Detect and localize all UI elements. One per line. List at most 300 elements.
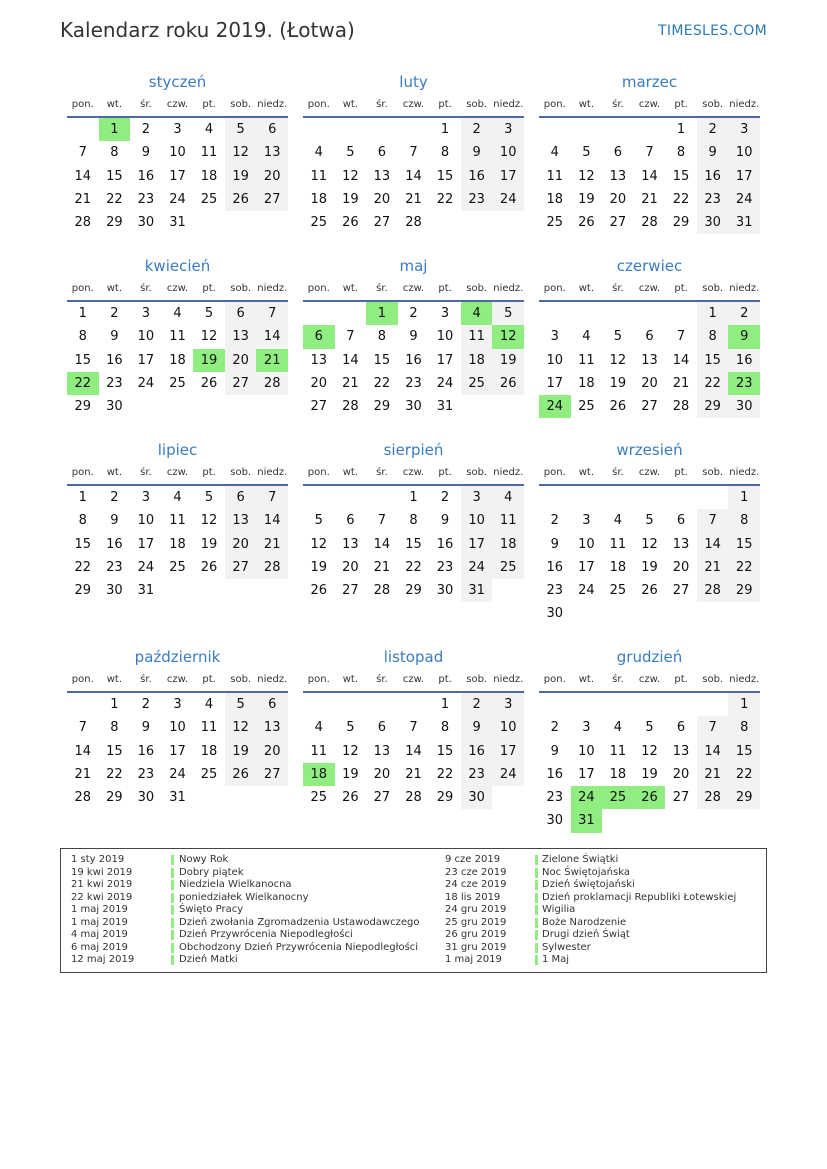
- day-cell[interactable]: 26: [200, 559, 218, 575]
- day-cell[interactable]: 17: [492, 165, 524, 188]
- day-cell[interactable]: 12: [225, 141, 257, 164]
- day-cell[interactable]: 13: [342, 536, 359, 552]
- day-cell[interactable]: 5: [346, 145, 355, 161]
- day-cell[interactable]: 6: [676, 513, 686, 529]
- day-cell[interactable]: 27: [256, 763, 288, 786]
- day-cell[interactable]: 10: [546, 352, 564, 368]
- day-cell[interactable]: 6: [225, 486, 257, 509]
- holiday-day-cell[interactable]: 18: [303, 763, 335, 786]
- day-cell[interactable]: 28: [256, 556, 288, 579]
- day-cell[interactable]: 11: [492, 509, 524, 532]
- holiday-day-cell[interactable]: 24: [539, 395, 571, 418]
- day-cell[interactable]: 3: [582, 513, 591, 529]
- holiday-day-cell[interactable]: 1: [366, 302, 398, 325]
- day-cell[interactable]: 9: [409, 329, 418, 345]
- day-cell[interactable]: 16: [137, 168, 155, 184]
- day-cell[interactable]: 24: [169, 191, 186, 207]
- day-cell[interactable]: 12: [342, 168, 359, 184]
- holiday-day-cell[interactable]: 6: [303, 325, 335, 348]
- day-cell[interactable]: 19: [200, 536, 218, 552]
- day-cell[interactable]: 13: [256, 716, 288, 739]
- day-cell[interactable]: 7: [409, 145, 418, 161]
- day-cell[interactable]: 17: [546, 375, 564, 391]
- day-cell[interactable]: 4: [204, 697, 214, 712]
- day-cell[interactable]: 12: [225, 716, 257, 739]
- day-cell[interactable]: 8: [728, 716, 760, 739]
- day-cell[interactable]: 29: [672, 215, 690, 231]
- day-cell[interactable]: 25: [200, 766, 218, 782]
- day-cell[interactable]: 5: [645, 720, 654, 736]
- day-cell[interactable]: 22: [373, 375, 391, 391]
- day-cell[interactable]: 27: [225, 556, 257, 579]
- day-cell[interactable]: 13: [672, 743, 690, 759]
- day-cell[interactable]: 8: [676, 145, 686, 161]
- day-cell[interactable]: 10: [492, 716, 524, 739]
- day-cell[interactable]: 2: [550, 720, 559, 736]
- day-cell[interactable]: 25: [169, 375, 186, 391]
- day-cell[interactable]: 16: [546, 559, 564, 575]
- day-cell[interactable]: 1: [676, 122, 686, 137]
- day-cell[interactable]: 10: [169, 720, 186, 736]
- day-cell[interactable]: 22: [672, 191, 690, 207]
- day-cell[interactable]: 14: [342, 352, 359, 368]
- day-cell[interactable]: 7: [697, 509, 729, 532]
- day-cell[interactable]: 4: [204, 122, 214, 137]
- day-cell[interactable]: 25: [609, 583, 627, 599]
- day-cell[interactable]: 1: [440, 697, 450, 712]
- day-cell[interactable]: 28: [373, 583, 391, 599]
- day-cell[interactable]: 30: [106, 583, 123, 599]
- day-cell[interactable]: 11: [200, 145, 218, 161]
- day-cell[interactable]: 8: [78, 329, 87, 345]
- day-cell[interactable]: 5: [492, 302, 524, 325]
- day-cell[interactable]: 9: [461, 716, 493, 739]
- day-cell[interactable]: 2: [461, 118, 493, 141]
- day-cell[interactable]: 24: [492, 188, 524, 211]
- day-cell[interactable]: 20: [342, 559, 359, 575]
- day-cell[interactable]: 5: [204, 490, 214, 505]
- holiday-day-cell[interactable]: 23: [728, 372, 760, 395]
- holiday-day-cell[interactable]: 25: [602, 786, 634, 809]
- day-cell[interactable]: 27: [609, 215, 627, 231]
- day-cell[interactable]: 25: [200, 191, 218, 207]
- day-cell[interactable]: 22: [697, 372, 729, 395]
- day-cell[interactable]: 29: [436, 790, 454, 806]
- day-cell[interactable]: 23: [106, 375, 123, 391]
- day-cell[interactable]: 3: [461, 486, 493, 509]
- day-cell[interactable]: 21: [74, 191, 92, 207]
- day-cell[interactable]: 2: [141, 122, 151, 137]
- day-cell[interactable]: 22: [728, 556, 760, 579]
- day-cell[interactable]: 20: [641, 375, 658, 391]
- day-cell[interactable]: 16: [405, 352, 422, 368]
- day-cell[interactable]: 5: [225, 118, 257, 141]
- day-cell[interactable]: 16: [461, 165, 493, 188]
- day-cell[interactable]: 6: [346, 513, 355, 529]
- day-cell[interactable]: 28: [405, 215, 422, 231]
- day-cell[interactable]: 21: [256, 533, 288, 556]
- day-cell[interactable]: 23: [405, 375, 422, 391]
- day-cell[interactable]: 28: [641, 215, 658, 231]
- day-cell[interactable]: 7: [377, 513, 387, 529]
- day-cell[interactable]: 2: [550, 513, 559, 529]
- day-cell[interactable]: 15: [436, 743, 454, 759]
- day-cell[interactable]: 14: [373, 536, 391, 552]
- day-cell[interactable]: 12: [342, 743, 359, 759]
- day-cell[interactable]: 26: [492, 372, 524, 395]
- day-cell[interactable]: 14: [256, 325, 288, 348]
- day-cell[interactable]: 15: [373, 352, 391, 368]
- day-cell[interactable]: 12: [310, 536, 328, 552]
- day-cell[interactable]: 11: [200, 720, 218, 736]
- day-cell[interactable]: 11: [578, 352, 595, 368]
- day-cell[interactable]: 8: [377, 329, 387, 345]
- day-cell[interactable]: 31: [137, 583, 155, 599]
- day-cell[interactable]: 15: [106, 168, 123, 184]
- day-cell[interactable]: 9: [550, 536, 559, 552]
- day-cell[interactable]: 15: [405, 536, 422, 552]
- day-cell[interactable]: 7: [676, 329, 686, 345]
- day-cell[interactable]: 17: [436, 352, 454, 368]
- day-cell[interactable]: 3: [141, 306, 151, 321]
- day-cell[interactable]: 21: [373, 559, 391, 575]
- brand-link[interactable]: TIMESLES.COM: [658, 23, 767, 39]
- day-cell[interactable]: 19: [641, 559, 658, 575]
- day-cell[interactable]: 18: [609, 766, 627, 782]
- holiday-day-cell[interactable]: 12: [492, 325, 524, 348]
- day-cell[interactable]: 20: [256, 740, 288, 763]
- day-cell[interactable]: 2: [440, 490, 450, 505]
- day-cell[interactable]: 30: [137, 215, 155, 231]
- day-cell[interactable]: 21: [697, 556, 729, 579]
- day-cell[interactable]: 6: [676, 720, 686, 736]
- holiday-day-cell[interactable]: 19: [193, 349, 225, 372]
- day-cell[interactable]: 8: [78, 513, 87, 529]
- day-cell[interactable]: 17: [578, 766, 595, 782]
- day-cell[interactable]: 29: [697, 395, 729, 418]
- day-cell[interactable]: 21: [405, 766, 422, 782]
- day-cell[interactable]: 18: [200, 743, 218, 759]
- day-cell[interactable]: 19: [225, 740, 257, 763]
- day-cell[interactable]: 23: [461, 763, 493, 786]
- day-cell[interactable]: 5: [204, 306, 214, 321]
- day-cell[interactable]: 4: [613, 720, 623, 736]
- day-cell[interactable]: 8: [728, 509, 760, 532]
- day-cell[interactable]: 25: [578, 399, 595, 415]
- day-cell[interactable]: 23: [436, 559, 454, 575]
- day-cell[interactable]: 13: [310, 352, 328, 368]
- day-cell[interactable]: 29: [74, 583, 92, 599]
- day-cell[interactable]: 10: [728, 141, 760, 164]
- day-cell[interactable]: 9: [110, 329, 119, 345]
- day-cell[interactable]: 15: [106, 743, 123, 759]
- day-cell[interactable]: 1: [409, 490, 418, 505]
- day-cell[interactable]: 24: [137, 559, 155, 575]
- day-cell[interactable]: 13: [225, 325, 257, 348]
- day-cell[interactable]: 16: [728, 349, 760, 372]
- holiday-day-cell[interactable]: 22: [67, 372, 99, 395]
- day-cell[interactable]: 14: [74, 743, 92, 759]
- day-cell[interactable]: 4: [173, 306, 182, 321]
- day-cell[interactable]: 13: [256, 141, 288, 164]
- day-cell[interactable]: 10: [436, 329, 454, 345]
- day-cell[interactable]: 9: [110, 513, 119, 529]
- day-cell[interactable]: 25: [310, 790, 328, 806]
- day-cell[interactable]: 19: [641, 766, 658, 782]
- day-cell[interactable]: 15: [436, 168, 454, 184]
- day-cell[interactable]: 30: [546, 813, 564, 829]
- holiday-day-cell[interactable]: 4: [461, 302, 493, 325]
- day-cell[interactable]: 12: [578, 168, 595, 184]
- day-cell[interactable]: 28: [697, 579, 729, 602]
- day-cell[interactable]: 17: [169, 743, 186, 759]
- day-cell[interactable]: 21: [672, 375, 690, 391]
- day-cell[interactable]: 27: [672, 583, 690, 599]
- day-cell[interactable]: 14: [641, 168, 658, 184]
- day-cell[interactable]: 26: [310, 583, 328, 599]
- day-cell[interactable]: 26: [641, 583, 658, 599]
- day-cell[interactable]: 10: [137, 513, 155, 529]
- day-cell[interactable]: 26: [609, 399, 627, 415]
- day-cell[interactable]: 16: [106, 352, 123, 368]
- day-cell[interactable]: 31: [169, 215, 186, 231]
- day-cell[interactable]: 14: [672, 352, 690, 368]
- day-cell[interactable]: 23: [546, 583, 564, 599]
- day-cell[interactable]: 19: [492, 349, 524, 372]
- day-cell[interactable]: 4: [582, 329, 591, 345]
- day-cell[interactable]: 11: [546, 168, 564, 184]
- day-cell[interactable]: 2: [728, 302, 760, 325]
- day-cell[interactable]: 5: [314, 513, 323, 529]
- day-cell[interactable]: 27: [310, 399, 328, 415]
- day-cell[interactable]: 30: [436, 583, 454, 599]
- day-cell[interactable]: 25: [492, 556, 524, 579]
- day-cell[interactable]: 12: [609, 352, 627, 368]
- day-cell[interactable]: 28: [256, 372, 288, 395]
- day-cell[interactable]: 17: [137, 352, 155, 368]
- day-cell[interactable]: 16: [461, 740, 493, 763]
- day-cell[interactable]: 10: [461, 509, 493, 532]
- day-cell[interactable]: 22: [74, 559, 92, 575]
- day-cell[interactable]: 19: [342, 191, 359, 207]
- day-cell[interactable]: 6: [377, 145, 387, 161]
- day-cell[interactable]: 22: [436, 191, 454, 207]
- day-cell[interactable]: 23: [137, 766, 155, 782]
- day-cell[interactable]: 30: [697, 211, 729, 234]
- day-cell[interactable]: 7: [256, 486, 288, 509]
- day-cell[interactable]: 17: [137, 536, 155, 552]
- day-cell[interactable]: 3: [728, 118, 760, 141]
- day-cell[interactable]: 3: [582, 720, 591, 736]
- day-cell[interactable]: 18: [169, 352, 186, 368]
- day-cell[interactable]: 30: [728, 395, 760, 418]
- day-cell[interactable]: 23: [546, 790, 564, 806]
- day-cell[interactable]: 8: [440, 720, 450, 736]
- day-cell[interactable]: 26: [342, 790, 359, 806]
- day-cell[interactable]: 29: [373, 399, 391, 415]
- day-cell[interactable]: 1: [440, 122, 450, 137]
- day-cell[interactable]: 3: [141, 490, 151, 505]
- day-cell[interactable]: 19: [310, 559, 328, 575]
- day-cell[interactable]: 6: [645, 329, 654, 345]
- day-cell[interactable]: 3: [173, 697, 182, 712]
- day-cell[interactable]: 29: [728, 786, 760, 809]
- day-cell[interactable]: 6: [256, 693, 288, 716]
- day-cell[interactable]: 6: [225, 302, 257, 325]
- day-cell[interactable]: 22: [106, 191, 123, 207]
- day-cell[interactable]: 15: [672, 168, 690, 184]
- day-cell[interactable]: 5: [645, 513, 654, 529]
- day-cell[interactable]: 20: [225, 533, 257, 556]
- holiday-day-cell[interactable]: 1: [99, 118, 131, 141]
- day-cell[interactable]: 23: [137, 191, 155, 207]
- day-cell[interactable]: 18: [546, 191, 564, 207]
- day-cell[interactable]: 1: [78, 490, 87, 505]
- day-cell[interactable]: 17: [461, 533, 493, 556]
- day-cell[interactable]: 19: [342, 766, 359, 782]
- day-cell[interactable]: 27: [225, 372, 257, 395]
- day-cell[interactable]: 11: [461, 325, 493, 348]
- day-cell[interactable]: 24: [728, 188, 760, 211]
- day-cell[interactable]: 4: [550, 145, 559, 161]
- day-cell[interactable]: 25: [546, 215, 564, 231]
- day-cell[interactable]: 2: [697, 118, 729, 141]
- day-cell[interactable]: 25: [310, 215, 328, 231]
- day-cell[interactable]: 13: [641, 352, 658, 368]
- day-cell[interactable]: 11: [609, 743, 627, 759]
- day-cell[interactable]: 23: [461, 188, 493, 211]
- day-cell[interactable]: 27: [256, 188, 288, 211]
- day-cell[interactable]: 8: [440, 145, 450, 161]
- day-cell[interactable]: 14: [405, 743, 422, 759]
- day-cell[interactable]: 20: [373, 191, 391, 207]
- day-cell[interactable]: 10: [492, 141, 524, 164]
- day-cell[interactable]: 25: [169, 559, 186, 575]
- day-cell[interactable]: 21: [74, 766, 92, 782]
- day-cell[interactable]: 13: [373, 743, 391, 759]
- day-cell[interactable]: 24: [169, 766, 186, 782]
- day-cell[interactable]: 28: [74, 790, 92, 806]
- day-cell[interactable]: 3: [440, 306, 450, 321]
- day-cell[interactable]: 9: [697, 141, 729, 164]
- day-cell[interactable]: 29: [106, 790, 123, 806]
- day-cell[interactable]: 16: [137, 743, 155, 759]
- day-cell[interactable]: 16: [106, 536, 123, 552]
- day-cell[interactable]: 21: [697, 763, 729, 786]
- day-cell[interactable]: 18: [200, 168, 218, 184]
- day-cell[interactable]: 11: [609, 536, 627, 552]
- day-cell[interactable]: 31: [461, 579, 493, 602]
- day-cell[interactable]: 20: [225, 349, 257, 372]
- day-cell[interactable]: 14: [74, 168, 92, 184]
- day-cell[interactable]: 5: [346, 720, 355, 736]
- day-cell[interactable]: 24: [492, 763, 524, 786]
- day-cell[interactable]: 15: [74, 352, 92, 368]
- day-cell[interactable]: 27: [373, 790, 391, 806]
- holiday-day-cell[interactable]: 9: [728, 325, 760, 348]
- day-cell[interactable]: 9: [141, 720, 151, 736]
- day-cell[interactable]: 1: [78, 306, 87, 321]
- day-cell[interactable]: 2: [461, 693, 493, 716]
- day-cell[interactable]: 11: [169, 513, 186, 529]
- day-cell[interactable]: 31: [436, 399, 454, 415]
- day-cell[interactable]: 8: [409, 513, 418, 529]
- day-cell[interactable]: 9: [550, 743, 559, 759]
- day-cell[interactable]: 29: [405, 583, 422, 599]
- day-cell[interactable]: 28: [74, 215, 92, 231]
- day-cell[interactable]: 22: [728, 763, 760, 786]
- day-cell[interactable]: 31: [169, 790, 186, 806]
- day-cell[interactable]: 14: [256, 509, 288, 532]
- day-cell[interactable]: 11: [169, 329, 186, 345]
- holiday-day-cell[interactable]: 31: [571, 809, 603, 832]
- day-cell[interactable]: 26: [342, 215, 359, 231]
- day-cell[interactable]: 9: [141, 145, 151, 161]
- day-cell[interactable]: 6: [377, 720, 387, 736]
- day-cell[interactable]: 19: [578, 191, 595, 207]
- day-cell[interactable]: 18: [169, 536, 186, 552]
- day-cell[interactable]: 17: [169, 168, 186, 184]
- day-cell[interactable]: 15: [728, 533, 760, 556]
- day-cell[interactable]: 20: [256, 165, 288, 188]
- day-cell[interactable]: 24: [578, 583, 595, 599]
- day-cell[interactable]: 2: [141, 697, 151, 712]
- day-cell[interactable]: 30: [461, 786, 493, 809]
- day-cell[interactable]: 12: [200, 513, 218, 529]
- day-cell[interactable]: 14: [405, 168, 422, 184]
- day-cell[interactable]: 21: [641, 191, 658, 207]
- day-cell[interactable]: 13: [672, 536, 690, 552]
- day-cell[interactable]: 7: [697, 716, 729, 739]
- day-cell[interactable]: 21: [405, 191, 422, 207]
- day-cell[interactable]: 3: [550, 329, 559, 345]
- day-cell[interactable]: 29: [74, 399, 92, 415]
- day-cell[interactable]: 1: [728, 693, 760, 716]
- day-cell[interactable]: 4: [173, 490, 182, 505]
- day-cell[interactable]: 29: [106, 215, 123, 231]
- day-cell[interactable]: 30: [405, 399, 422, 415]
- day-cell[interactable]: 5: [582, 145, 591, 161]
- day-cell[interactable]: 28: [672, 399, 690, 415]
- day-cell[interactable]: 20: [609, 191, 627, 207]
- day-cell[interactable]: 22: [405, 559, 422, 575]
- day-cell[interactable]: 30: [137, 790, 155, 806]
- day-cell[interactable]: 4: [613, 513, 623, 529]
- day-cell[interactable]: 7: [645, 145, 654, 161]
- day-cell[interactable]: 19: [225, 165, 257, 188]
- day-cell[interactable]: 29: [728, 579, 760, 602]
- day-cell[interactable]: 10: [578, 743, 595, 759]
- day-cell[interactable]: 22: [106, 766, 123, 782]
- day-cell[interactable]: 13: [225, 509, 257, 532]
- day-cell[interactable]: 12: [200, 329, 218, 345]
- day-cell[interactable]: 23: [697, 188, 729, 211]
- holiday-day-cell[interactable]: 26: [634, 786, 666, 809]
- day-cell[interactable]: 31: [728, 211, 760, 234]
- day-cell[interactable]: 30: [106, 399, 123, 415]
- day-cell[interactable]: 16: [697, 165, 729, 188]
- day-cell[interactable]: 19: [609, 375, 627, 391]
- day-cell[interactable]: 10: [169, 145, 186, 161]
- day-cell[interactable]: 22: [436, 766, 454, 782]
- day-cell[interactable]: 17: [492, 740, 524, 763]
- day-cell[interactable]: 24: [461, 556, 493, 579]
- day-cell[interactable]: 27: [342, 583, 359, 599]
- day-cell[interactable]: 18: [310, 191, 328, 207]
- day-cell[interactable]: 14: [697, 533, 729, 556]
- day-cell[interactable]: 17: [728, 165, 760, 188]
- day-cell[interactable]: 12: [641, 536, 658, 552]
